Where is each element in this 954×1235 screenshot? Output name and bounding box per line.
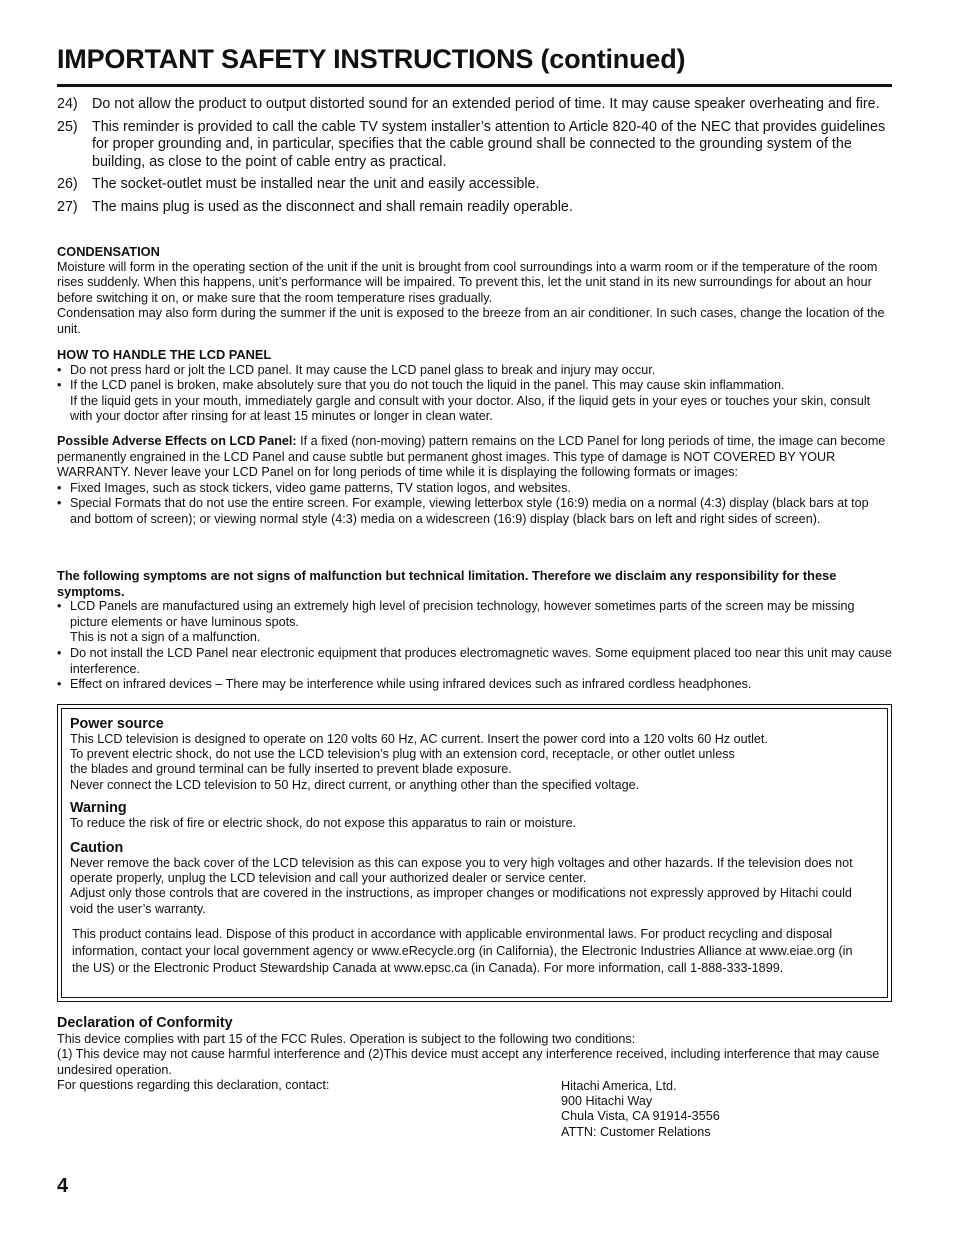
bullet-icon: •: [57, 480, 62, 495]
bullet-text: Do not install the LCD Panel near electronic equipment that produces electromagnetic waves. Some equipment placed too near this unit may cause interference.: [70, 645, 892, 676]
symptoms-heading: The following symptoms are not signs of malfunction but technical limitation. Therefore we disclaim any responsibility for these symptoms.: [57, 568, 837, 599]
condensation-paragraph: Condensation may also form during the summer if the unit is exposed to the breeze from an air conditioner. In such cases, change the location of the unit.: [57, 306, 885, 336]
safety-notice-inner-border: [61, 708, 888, 998]
adverse-effects-lead: Possible Adverse Effects on LCD Panel:: [57, 434, 297, 448]
warning-heading: Warning: [70, 800, 127, 816]
power-source-block: [70, 716, 875, 793]
item-text: Do not allow the product to output distorted sound for an extended period of time. It may cause speaker overheating and fire.: [92, 96, 880, 112]
bullet-icon: •: [57, 378, 62, 393]
lead-disposal-notice: This product contains lead. Dispose of this product in accordance with applicable environmental laws. For product recycling and disposal information, contact your local government agency or www.eRecycle.org (in California), the Electronic Industries Alliance at www.eiae.org (in the US) or the Electronic Product Stewardship Canada at www.epsc.ca (in Canada). For more information, call 1-888-333-1899.: [72, 927, 853, 975]
declaration-section: [57, 1016, 893, 1094]
power-source-line: the blades and ground terminal can be fully inserted to prevent blade exposure.: [70, 762, 512, 777]
bullet-continuation: If the liquid gets in your mouth, immediately gargle and consult with your doctor. Also, if the liquid gets in your eyes or touches your skin, consult with your doctor after rinsing for at least 15 minutes or longer in clean water.: [70, 393, 871, 424]
address-line: 900 Hitachi Way: [561, 1094, 653, 1109]
list-item: [57, 199, 893, 217]
list-item: [57, 496, 893, 527]
list-item: [57, 119, 893, 172]
bullet-text: If the LCD panel is broken, make absolutely sure that you do not touch the liquid in the panel. This may cause skin inflammation.: [70, 378, 785, 393]
bullet-text: Fixed Images, such as stock tickers, video game patterns, TV station logos, and websites.: [70, 480, 571, 495]
power-source-line: This LCD television is designed to operate on 120 volts 60 Hz, AC current. Insert the power cord into a 120 volts 60 Hz outlet.: [70, 732, 768, 746]
page-number: 4: [57, 1175, 69, 1197]
numbered-instructions: [57, 96, 893, 221]
item-number: 24): [57, 96, 78, 112]
list-item: [57, 599, 893, 630]
adverse-effects-section: [57, 434, 893, 528]
warning-block: [70, 800, 875, 831]
caution-block: [70, 840, 875, 917]
lcd-panel-heading: HOW TO HANDLE THE LCD PANEL: [57, 347, 272, 362]
bullet-icon: •: [57, 677, 62, 692]
bullet-icon: •: [57, 496, 62, 511]
symptoms-section: [57, 568, 893, 693]
bullet-text: Special Formats that do not use the entire screen. For example, viewing letterbox style (16:9) media on a normal (4:3) display (black bars at top and bottom of screen); or viewing normal style (4:3) media on a widescreen (16:9) display (black bars on left and right sides of screen).: [70, 496, 869, 526]
power-source-line: To prevent electric shock, do not use the LCD television’s plug with an extension cord, receptacle, or other outlet unless: [70, 747, 735, 762]
title-rule: [57, 84, 892, 87]
address-line: Chula Vista, CA 91914-3556: [561, 1109, 720, 1124]
list-item: [57, 176, 893, 194]
bullet-icon: •: [57, 362, 62, 377]
page-title: IMPORTANT SAFETY INSTRUCTIONS (continued): [57, 44, 686, 74]
bullet-icon: •: [57, 599, 62, 614]
bullet-text: Effect on infrared devices – There may be interference while using infrared devices such as infrared cordless headphones.: [70, 677, 752, 692]
power-source-heading: Power source: [70, 716, 164, 732]
declaration-line: This device complies with part 15 of the FCC Rules. Operation is subject to the following two conditions:: [57, 1031, 636, 1046]
bullet-continuation: This is not a sign of a malfunction.: [70, 630, 261, 645]
address-line: ATTN: Customer Relations: [561, 1124, 711, 1139]
list-item: [57, 481, 893, 497]
item-number: 26): [57, 176, 78, 192]
condensation-paragraph: Moisture will form in the operating section of the unit if the unit is brought from cool surroundings into a warm room or if the temperature of the room rises suddenly. When this happens, unit’s performance will be impaired. To prevent this, let the unit stand in its new surroundings for about an hour before switching it on, or make sure that the room temperature rises gradually.: [57, 259, 878, 305]
item-number: 27): [57, 198, 78, 215]
adverse-effects-paragraph: [57, 434, 893, 481]
item-number: 25): [57, 118, 78, 135]
caution-heading: Caution: [70, 840, 124, 856]
condensation-heading: CONDENSATION: [57, 244, 160, 259]
bullet-text: LCD Panels are manufactured using an extremely high level of precision technology, however sometimes parts of the screen may be missing picture elements or have luminous spots.: [70, 599, 855, 629]
caution-text: Never remove the back cover of the LCD television as this can expose you to very high voltages and other hazards. If the television does not operate properly, unplug the LCD television and call your authorized dealer or service center.: [70, 856, 853, 886]
address-line: Hitachi America, Ltd.: [561, 1079, 677, 1093]
condensation-section: [57, 244, 893, 338]
warning-text: To reduce the risk of fire or electric shock, do not expose this apparatus to rain or moisture.: [70, 816, 577, 830]
adverse-effects-text: If a fixed (non-moving) pattern remains on the LCD Panel for long periods of time, the image can become permanently engrained in the LCD Panel and cause subtle but permanent ghost images. This type of damage is NOT COVERED BY YOUR WARRANTY. Never leave your LCD Panel on for long periods of time while it is displaying the following formats or images:: [57, 434, 886, 480]
list-item: [57, 96, 893, 114]
bullet-text: Do not press hard or jolt the LCD panel. It may cause the LCD panel glass to break and injury may occur.: [70, 362, 656, 377]
caution-text: Adjust only those controls that are covered in the instructions, as improper changes or modifications not expressly approved by Hitachi could void the user’s warranty.: [70, 886, 852, 916]
item-text: The mains plug is used as the disconnect and shall remain readily operable.: [92, 198, 573, 215]
safety-notice-box: [57, 704, 892, 1002]
declaration-line: For questions regarding this declaration, contact:: [57, 1078, 330, 1093]
declaration-line: (1) This device may not cause harmful interference and (2)This device must accept any interference received, including interference that may cause undesired operation.: [57, 1047, 880, 1077]
declaration-heading: Declaration of Conformity: [57, 1015, 233, 1031]
item-text: This reminder is provided to call the cable TV system installer’s attention to Article 820-40 of the NEC that provides guidelines for proper grounding and, in particular, specifies that the cable ground shall be connected to the grounding system of the building, as close to the point of cable entry as practical.: [92, 118, 886, 170]
list-item: [57, 363, 893, 379]
contact-address: [561, 1079, 720, 1140]
power-source-line: Never connect the LCD television to 50 Hz, direct current, or anything other than the specified voltage.: [70, 777, 640, 792]
list-item: [57, 677, 893, 693]
list-item: [57, 646, 893, 677]
item-text: The socket-outlet must be installed near the unit and easily accessible.: [92, 176, 540, 192]
lcd-panel-section: [57, 347, 893, 425]
list-item: [57, 378, 893, 394]
bullet-icon: •: [57, 645, 62, 660]
